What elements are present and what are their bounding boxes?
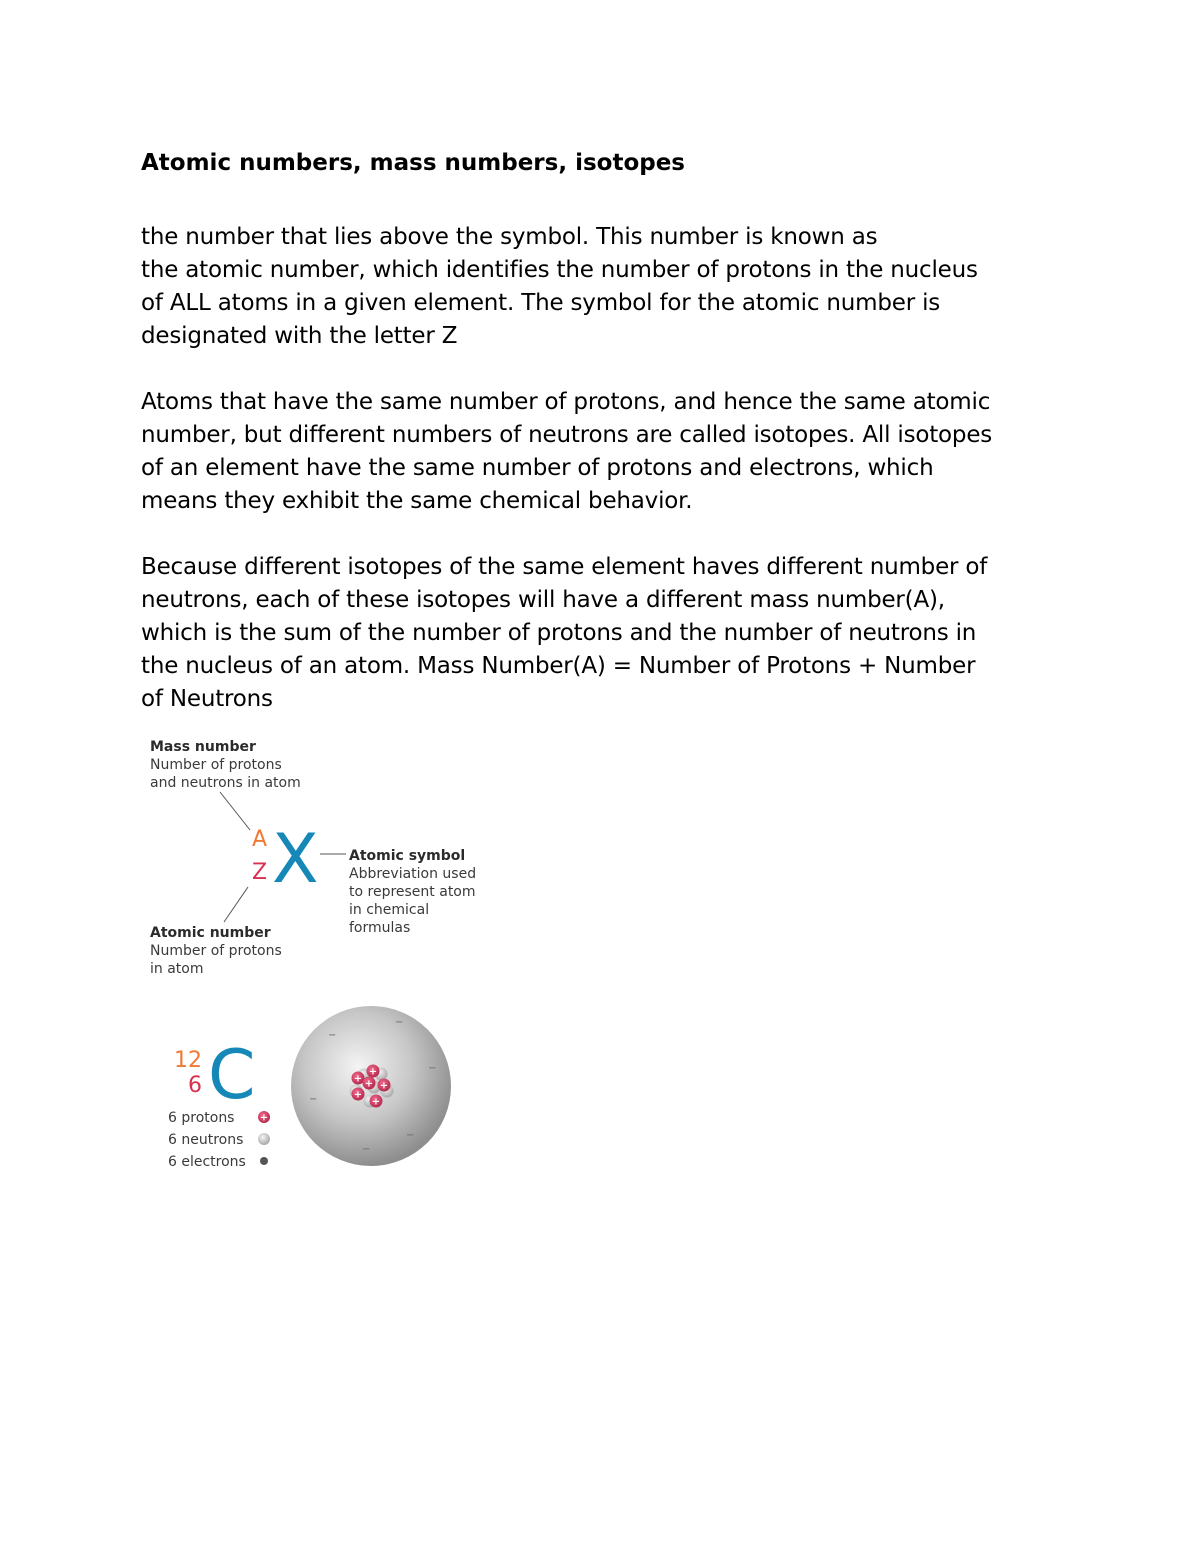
- text-line: of an element have the same number of protons and electrons, which: [141, 455, 934, 481]
- svg-text:+: +: [368, 1066, 378, 1078]
- atomic-symbol-desc: formulas: [349, 920, 411, 936]
- electron-icon: [260, 1157, 268, 1165]
- svg-text:−: −: [362, 1144, 371, 1155]
- svg-text:−: −: [328, 1030, 337, 1041]
- svg-text:−: −: [428, 1063, 437, 1074]
- carbon-atomic-number: 6: [188, 1073, 202, 1098]
- atomic-symbol-desc: Abbreviation used: [349, 866, 477, 882]
- text-line: of ALL atoms in a given element. The symbol for the atomic number is: [141, 290, 941, 316]
- page-title: Atomic numbers, mass numbers, isotopes: [141, 150, 685, 176]
- svg-text:+: +: [379, 1080, 389, 1092]
- letter-z: Z: [252, 860, 268, 885]
- text-line: Atoms that have the same number of protons, and hence the same atomic: [141, 389, 991, 415]
- legend-electrons-label: 6 electrons: [168, 1154, 246, 1170]
- paragraph-isotopes: [141, 386, 1061, 518]
- proton-icon: [258, 1111, 270, 1124]
- text-line: Because different isotopes of the same element haves different number of: [141, 554, 988, 580]
- text-line: designated with the letter Z: [141, 323, 458, 349]
- svg-text:−: −: [406, 1130, 415, 1141]
- text-line: the atomic number, which identifies the number of protons in the nucleus: [141, 257, 978, 283]
- svg-text:+: +: [353, 1073, 363, 1085]
- mass-number-pointer: [220, 792, 250, 830]
- text-line: the number that lies above the symbol. This number is known as: [141, 224, 878, 250]
- text-line: the nucleus of an atom. Mass Number(A) = Number of Protons + Number: [141, 653, 976, 679]
- text-line: which is the sum of the number of protons and the number of neutrons in: [141, 620, 977, 646]
- legend-neutrons-label: 6 neutrons: [168, 1132, 244, 1148]
- svg-text:+: +: [259, 1112, 269, 1124]
- text-line: neutrons, each of these isotopes will have a different mass number(A),: [141, 587, 945, 613]
- text-line: number, but different numbers of neutrons are called isotopes. All isotopes: [141, 422, 993, 448]
- mass-number-desc: and neutrons in atom: [150, 775, 301, 791]
- paragraph-atomic-number: [141, 221, 1061, 353]
- paragraph-mass-number: [141, 551, 1061, 716]
- atomic-symbol-desc: to represent atom: [349, 884, 476, 900]
- carbon-symbol: C: [208, 1036, 256, 1115]
- atomic-number-pointer: [224, 887, 248, 922]
- neutron-icon: [258, 1133, 270, 1145]
- atomic-number-title: Atomic number: [150, 925, 271, 941]
- isotope-notation-figure: [140, 732, 500, 982]
- atomic-number-desc: in atom: [150, 961, 204, 977]
- mass-number-title: Mass number: [150, 739, 256, 755]
- svg-text:+: +: [353, 1089, 363, 1101]
- mass-number-desc: Number of protons: [150, 757, 282, 773]
- svg-text:−: −: [395, 1017, 404, 1028]
- atomic-symbol-desc: in chemical: [349, 902, 430, 918]
- svg-text:+: +: [364, 1078, 374, 1090]
- carbon-mass-number: 12: [174, 1048, 202, 1073]
- letter-a: A: [252, 827, 268, 852]
- text-line: of Neutrons: [141, 686, 273, 712]
- atomic-number-desc: Number of protons: [150, 943, 282, 959]
- svg-text:−: −: [309, 1094, 318, 1105]
- text-line: means they exhibit the same chemical behavior.: [141, 488, 693, 514]
- legend-protons-label: 6 protons: [168, 1110, 235, 1126]
- letter-x: X: [272, 820, 319, 899]
- carbon-atom-figure: [160, 1005, 460, 1180]
- svg-text:+: +: [371, 1096, 381, 1108]
- atomic-symbol-title: Atomic symbol: [349, 848, 466, 864]
